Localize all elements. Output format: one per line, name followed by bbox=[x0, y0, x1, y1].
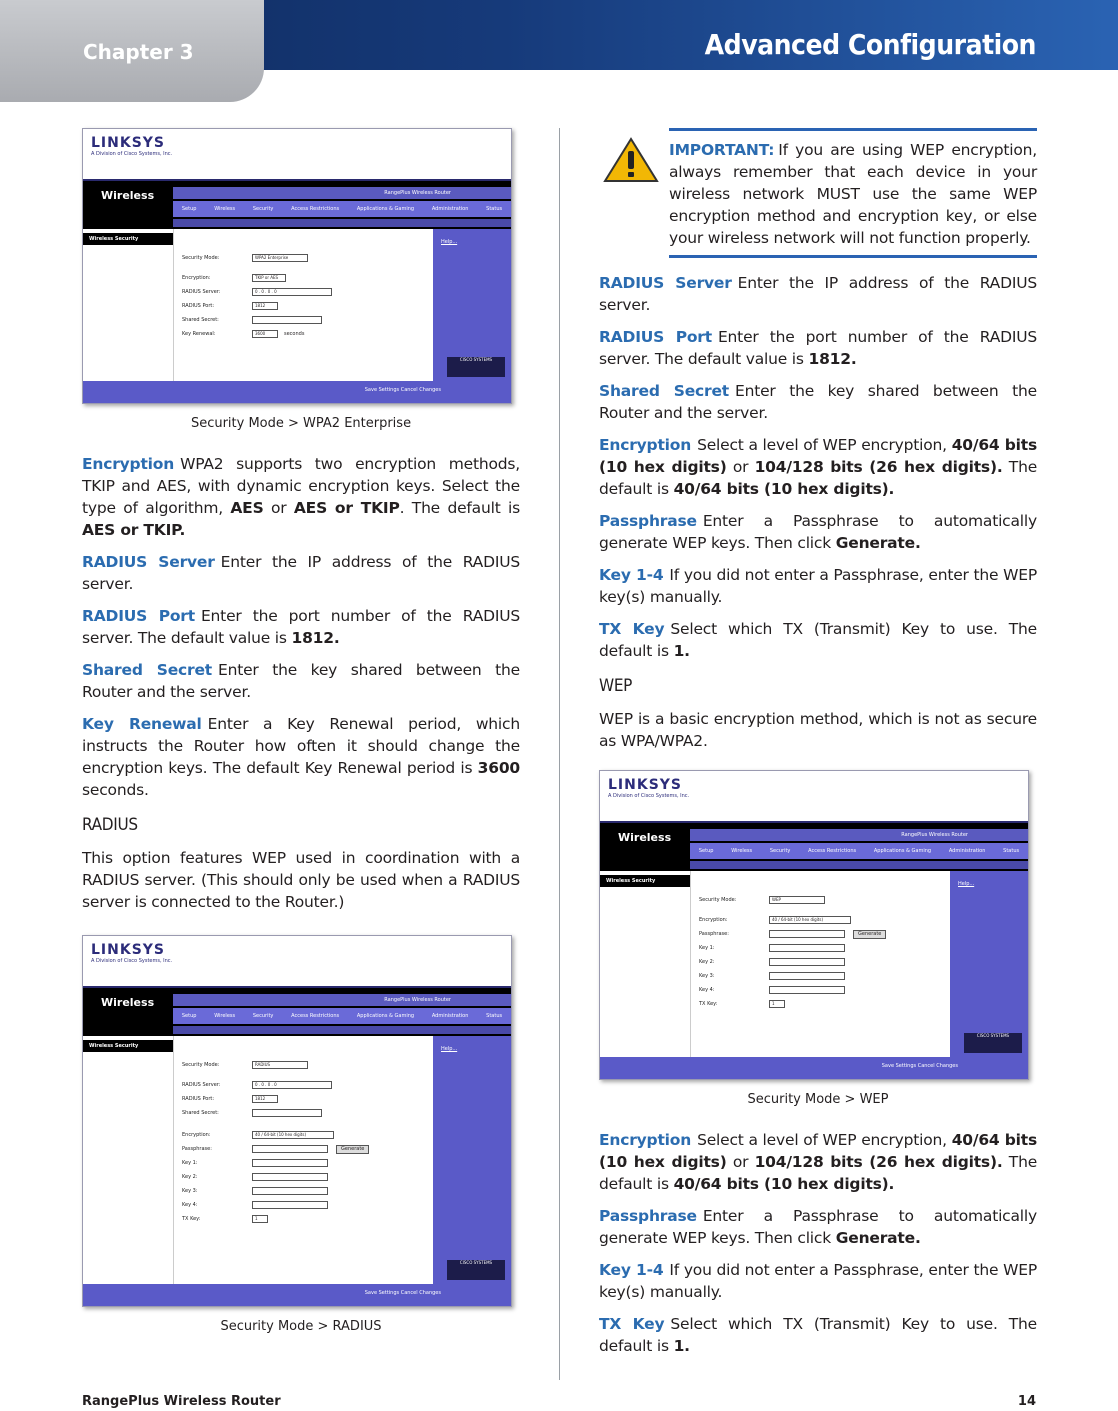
radius-port-input[interactable]: 1812 bbox=[252, 1095, 278, 1103]
field-label: RADIUS Port: bbox=[182, 303, 215, 309]
text: Enter a Passphrase to automatically generate WEP keys. Then click bbox=[599, 1207, 1037, 1247]
passphrase-paragraph bbox=[599, 510, 1037, 554]
field-label: Key 4: bbox=[699, 987, 715, 993]
text: Enter the key shared between the Router and the server. bbox=[82, 661, 520, 701]
tx-key-select[interactable]: 1 bbox=[252, 1215, 268, 1223]
shared-secret-input[interactable] bbox=[252, 316, 322, 324]
important-label: IMPORTANT: bbox=[669, 141, 775, 159]
field-label: Security Mode: bbox=[699, 897, 737, 903]
text: Select which TX (Transmit) Key to use. The default is bbox=[599, 620, 1037, 660]
radius-server-paragraph bbox=[82, 551, 520, 595]
tab-access[interactable]: Access Restrictions bbox=[808, 848, 857, 854]
save-cancel-buttons[interactable]: Save Settings Cancel Changes bbox=[364, 387, 441, 393]
text: If you did not enter a Passphrase, enter the WEP key(s) manually. bbox=[599, 566, 1037, 606]
tab-security[interactable]: Security bbox=[252, 1013, 274, 1019]
term-radius-server: RADIUS Server bbox=[82, 553, 215, 571]
radius-port-paragraph bbox=[82, 605, 520, 649]
field-label: Security Mode: bbox=[182, 1062, 220, 1068]
important-text bbox=[669, 139, 1037, 249]
text: Enter the IP address of the RADIUS server. bbox=[82, 553, 520, 593]
term-encryption: Encryption bbox=[82, 455, 175, 473]
wireless-label: Wireless bbox=[618, 831, 672, 844]
key1-input[interactable] bbox=[252, 1159, 328, 1167]
text: If you did not enter a Passphrase, enter the WEP key(s) manually. bbox=[599, 1261, 1037, 1301]
text: or bbox=[732, 458, 749, 476]
security-mode-select[interactable]: WEP bbox=[769, 896, 825, 904]
field-label: RADIUS Port: bbox=[182, 1096, 215, 1102]
passphrase-input[interactable] bbox=[769, 930, 845, 938]
tab-access[interactable]: Access Restrictions bbox=[291, 206, 340, 212]
radius-port-paragraph bbox=[599, 326, 1037, 370]
bold-default: AES or TKIP bbox=[82, 521, 180, 539]
field-label: TX Key: bbox=[699, 1001, 718, 1007]
radius-server-paragraph bbox=[599, 272, 1037, 316]
field-label: Key 1: bbox=[182, 1160, 198, 1166]
cisco-logo: CISCO SYSTEMS bbox=[447, 1260, 505, 1280]
tab-bar bbox=[173, 1008, 511, 1024]
field-label: Encryption: bbox=[182, 275, 211, 281]
term-shared-secret: Shared Secret bbox=[599, 382, 729, 400]
tab-setup[interactable]: Setup bbox=[181, 1013, 197, 1019]
tab-security[interactable]: Security bbox=[769, 848, 791, 854]
tab-admin[interactable]: Administration bbox=[948, 848, 986, 854]
screenshot-wep bbox=[599, 770, 1029, 1080]
term-shared-secret: Shared Secret bbox=[82, 661, 212, 679]
left-column bbox=[82, 128, 520, 1356]
term-txkey: TX Key bbox=[599, 620, 665, 638]
key14-paragraph bbox=[599, 564, 1037, 608]
text: Select a level of WEP encryption, bbox=[697, 436, 947, 454]
field-label: Shared Secret: bbox=[182, 317, 219, 323]
encryption-select[interactable]: TKIP or AES bbox=[252, 274, 286, 282]
product-bar: RangePlus Wireless Router bbox=[690, 829, 1028, 841]
bold-value: 3600 bbox=[477, 759, 520, 777]
screenshot-wpa2-enterprise bbox=[82, 128, 512, 404]
tab-security[interactable]: Security bbox=[252, 206, 274, 212]
caption-wep: Security Mode > WEP bbox=[747, 1092, 889, 1107]
tab-wireless[interactable]: Wireless bbox=[731, 848, 753, 854]
encryption-paragraph bbox=[82, 453, 520, 541]
cisco-logo: CISCO SYSTEMS bbox=[447, 357, 505, 377]
wireless-label: Wireless bbox=[101, 996, 155, 1009]
passphrase-input[interactable] bbox=[252, 1145, 328, 1153]
footer-product: RangePlus Wireless Router bbox=[82, 1394, 281, 1409]
cisco-logo: CISCO SYSTEMS bbox=[964, 1033, 1022, 1053]
field-label: Key 3: bbox=[699, 973, 715, 979]
passphrase-paragraph-2 bbox=[599, 1205, 1037, 1249]
field-label: Key 2: bbox=[699, 959, 715, 965]
bold-action: Generate. bbox=[835, 1229, 921, 1247]
right-column bbox=[599, 128, 1037, 1367]
key4-input[interactable] bbox=[769, 986, 845, 994]
save-cancel-buttons[interactable]: Save Settings Cancel Changes bbox=[881, 1063, 958, 1069]
sub-tab-bar bbox=[690, 861, 1028, 869]
field-label: RADIUS Server: bbox=[182, 1082, 221, 1088]
shared-secret-paragraph bbox=[599, 380, 1037, 424]
radius-server-input[interactable]: 0 . 0 . 0 . 0 bbox=[252, 288, 332, 296]
bold-default: 40/64 bits (10 hex digits). bbox=[673, 1175, 895, 1193]
term-passphrase: Passphrase bbox=[599, 512, 697, 530]
key4-input[interactable] bbox=[252, 1201, 328, 1209]
radius-intro: This option features WEP used in coordination with a RADIUS server. (This should only be used when a RADIUS server is connected to the Router.) bbox=[82, 849, 520, 911]
product-bar: RangePlus Wireless Router bbox=[173, 187, 511, 199]
field-label: Key 1: bbox=[699, 945, 715, 951]
section-title: Advanced Configuration bbox=[704, 28, 1036, 61]
bold-default: 40/64 bits (10 hex digits). bbox=[673, 480, 895, 498]
field-label: Passphrase: bbox=[182, 1146, 212, 1152]
key14-paragraph-2 bbox=[599, 1259, 1037, 1303]
tab-apps[interactable]: Applications & Gaming bbox=[356, 1013, 415, 1019]
text: or bbox=[270, 499, 287, 517]
heading-wep: WEP bbox=[599, 676, 633, 696]
tab-bar bbox=[690, 843, 1028, 859]
text: Enter the port number of the RADIUS server. The default value is bbox=[82, 607, 520, 647]
tab-admin[interactable]: Administration bbox=[431, 206, 469, 212]
text: The default is bbox=[599, 458, 1038, 498]
encryption-paragraph-2 bbox=[599, 1129, 1037, 1195]
bold-value: 1. bbox=[673, 642, 690, 660]
txkey-paragraph bbox=[599, 618, 1037, 662]
caption-wpa2-enterprise: Security Mode > WPA2 Enterprise bbox=[190, 416, 412, 431]
linksys-logo: LINKSYS A Division of Cisco Systems, Inc. bbox=[608, 777, 690, 799]
key3-input[interactable] bbox=[252, 1187, 328, 1195]
generate-button[interactable]: Generate bbox=[853, 930, 886, 939]
tab-status[interactable]: Status bbox=[486, 1013, 503, 1019]
security-mode-select[interactable]: WPA2 Enterprise bbox=[252, 254, 308, 262]
radius-server-input[interactable]: 0 . 0 . 0 . 0 bbox=[252, 1081, 332, 1089]
field-label: Security Mode: bbox=[182, 255, 220, 261]
text: Select a level of WEP encryption, bbox=[697, 1131, 947, 1149]
key3-input[interactable] bbox=[769, 972, 845, 980]
key1-input[interactable] bbox=[769, 944, 845, 952]
bold-action: Generate. bbox=[835, 534, 921, 552]
help-link[interactable]: Help... bbox=[958, 881, 975, 887]
text: Enter a Key Renewal period, which instructs the Router how often it should change the encryption keys. The default Key Renewal period is bbox=[82, 715, 520, 777]
shared-secret-input[interactable] bbox=[252, 1109, 322, 1117]
text: Enter the IP address of the RADIUS server. bbox=[599, 274, 1037, 314]
caption-radius: Security Mode > RADIUS bbox=[220, 1319, 382, 1334]
tab-status[interactable]: Status bbox=[486, 206, 503, 212]
term-encryption: Encryption bbox=[599, 1131, 692, 1149]
wireless-security-label: Wireless Security bbox=[83, 1040, 173, 1052]
wireless-security-label: Wireless Security bbox=[83, 233, 173, 245]
term-txkey: TX Key bbox=[599, 1315, 665, 1333]
tab-wireless[interactable]: Wireless bbox=[214, 206, 236, 212]
text: seconds. bbox=[82, 781, 149, 799]
wep-intro: WEP is a basic encryption method, which is not as secure as WPA/WPA2. bbox=[599, 710, 1037, 750]
term-passphrase: Passphrase bbox=[599, 1207, 697, 1225]
bold-option: 104/128 bits (26 hex digits). bbox=[754, 458, 1003, 476]
shared-secret-paragraph bbox=[82, 659, 520, 703]
generate-button[interactable]: Generate bbox=[336, 1145, 369, 1154]
tab-apps[interactable]: Applications & Gaming bbox=[873, 848, 932, 854]
key2-input[interactable] bbox=[252, 1173, 328, 1181]
text: The default is bbox=[599, 1153, 1038, 1193]
field-label: Key 3: bbox=[182, 1188, 198, 1194]
help-link[interactable]: Help... bbox=[441, 1046, 458, 1052]
tab-apps[interactable]: Applications & Gaming bbox=[356, 206, 415, 212]
chapter-label: Chapter 3 bbox=[83, 40, 194, 64]
key-renewal-input[interactable]: 3600 bbox=[252, 330, 278, 338]
field-label: Encryption: bbox=[182, 1132, 211, 1138]
important-box bbox=[669, 128, 1037, 258]
sub-tab-bar bbox=[173, 219, 511, 227]
screenshot-radius bbox=[82, 935, 512, 1307]
txkey-paragraph-2 bbox=[599, 1313, 1037, 1357]
tab-bar bbox=[173, 201, 511, 217]
seconds-label: seconds bbox=[284, 331, 305, 337]
term-radius-port: RADIUS Port bbox=[82, 607, 195, 625]
text: If you are using WEP encryption, always remember that each device in your wireless network MUST use the same WEP encryption method and encryption key, or else your wireless network will not function properly. bbox=[669, 141, 1037, 247]
text: Enter a Passphrase to automatically generate WEP keys. Then click bbox=[599, 512, 1037, 552]
text: . bbox=[179, 521, 186, 539]
field-label: TX Key: bbox=[182, 1216, 201, 1222]
encryption-paragraph bbox=[599, 434, 1037, 500]
help-link[interactable]: Help... bbox=[441, 239, 458, 245]
term-key14: Key 1-4 bbox=[599, 566, 664, 584]
bold-value: 1812. bbox=[808, 350, 857, 368]
text: Select which TX (Transmit) Key to use. The default is bbox=[599, 1315, 1037, 1355]
text: Enter the key shared between the Router and the server. bbox=[599, 382, 1037, 422]
field-label: Key 4: bbox=[182, 1202, 198, 1208]
term-encryption: Encryption bbox=[599, 436, 692, 454]
bold-value: 1812. bbox=[291, 629, 340, 647]
bold-option: 104/128 bits (26 hex digits). bbox=[754, 1153, 1003, 1171]
tab-wireless[interactable]: Wireless bbox=[214, 1013, 236, 1019]
bold-aes-or-tkip: AES or TKIP bbox=[293, 499, 400, 517]
encryption-select[interactable]: 40 / 64-bit (10 hex digits) bbox=[252, 1131, 334, 1139]
chapter-tab bbox=[0, 0, 264, 102]
term-key14: Key 1-4 bbox=[599, 1261, 664, 1279]
bold-value: 1. bbox=[673, 1337, 690, 1355]
linksys-logo: LINKSYS A Division of Cisco Systems, Inc. bbox=[91, 942, 173, 964]
sub-tab-bar bbox=[173, 1026, 511, 1034]
encryption-select[interactable]: 40 / 64-bit (10 hex digits) bbox=[769, 916, 851, 924]
field-label: Key Renewal: bbox=[182, 331, 216, 337]
field-label: Encryption: bbox=[699, 917, 728, 923]
page-number: 14 bbox=[1017, 1394, 1036, 1409]
field-label: Shared Secret: bbox=[182, 1110, 219, 1116]
heading-radius: RADIUS bbox=[82, 815, 138, 835]
radius-port-input[interactable]: 1812 bbox=[252, 302, 278, 310]
tx-key-select[interactable]: 1 bbox=[769, 1000, 785, 1008]
wireless-security-label: Wireless Security bbox=[600, 875, 690, 887]
save-cancel-buttons[interactable]: Save Settings Cancel Changes bbox=[364, 1290, 441, 1296]
tab-status[interactable]: Status bbox=[1003, 848, 1020, 854]
text: WPA2 supports two encryption methods, TKIP and AES, with dynamic encryption keys. Select the type of algorithm, bbox=[82, 455, 520, 517]
field-label: Key 2: bbox=[182, 1174, 198, 1180]
bold-aes: AES bbox=[230, 499, 264, 517]
security-mode-select[interactable]: RADIUS bbox=[252, 1061, 308, 1069]
linksys-logo: LINKSYS A Division of Cisco Systems, Inc. bbox=[91, 135, 173, 157]
column-divider bbox=[559, 128, 560, 1380]
text: Enter the port number of the RADIUS server. The default value is bbox=[599, 328, 1037, 368]
product-bar: RangePlus Wireless Router bbox=[173, 994, 511, 1006]
tab-setup[interactable]: Setup bbox=[698, 848, 714, 854]
tab-admin[interactable]: Administration bbox=[431, 1013, 469, 1019]
key-renewal-paragraph bbox=[82, 713, 520, 801]
term-radius-port: RADIUS Port bbox=[599, 328, 712, 346]
key2-input[interactable] bbox=[769, 958, 845, 966]
bold-option: 40/64 bits (10 hex digits) bbox=[599, 1131, 1037, 1171]
tab-access[interactable]: Access Restrictions bbox=[291, 1013, 340, 1019]
term-key-renewal: Key Renewal bbox=[82, 715, 202, 733]
field-label: RADIUS Server: bbox=[182, 289, 221, 295]
wireless-label: Wireless bbox=[101, 189, 155, 202]
tab-setup[interactable]: Setup bbox=[181, 206, 197, 212]
bold-option: 40/64 bits (10 hex digits) bbox=[599, 436, 1037, 476]
field-label: Passphrase: bbox=[699, 931, 729, 937]
text: . The default is bbox=[399, 499, 520, 517]
warning-icon bbox=[603, 137, 659, 183]
text: or bbox=[732, 1153, 749, 1171]
term-radius-server: RADIUS Server bbox=[599, 274, 732, 292]
